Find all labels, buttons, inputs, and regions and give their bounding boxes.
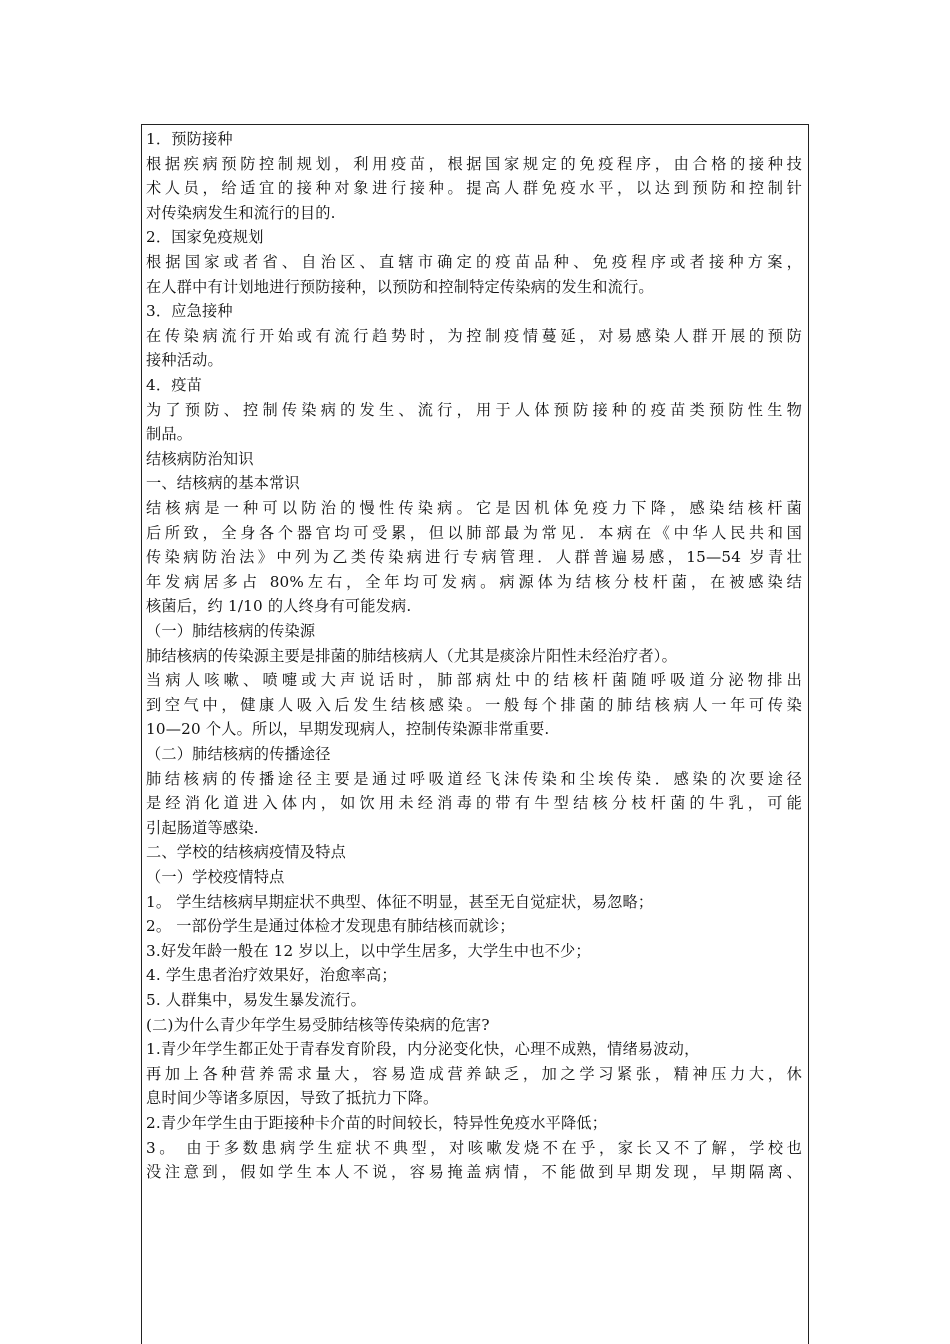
text-line: 后所致，全身各个器官均可受累，但以肺部最为常见．本病在《中华人民共和国 (146, 523, 802, 542)
text-line: 根据疾病预防控制规划，利用疫苗，根据国家规定的免疫程序，由合格的接种技 (146, 154, 802, 173)
text-line: 3。 由于多数患病学生症状不典型，对咳嗽发烧不在乎，家长又不了解，学校也 (146, 1138, 802, 1157)
text-line: 4．疫苗 (146, 376, 203, 394)
text-line: 3．应急接种 (146, 302, 233, 321)
text-line: 3.好发年龄一般在 12 岁以上，以中学生居多，大学生中也不少； (146, 941, 591, 960)
text-line: 结核病防治知识 (146, 449, 254, 468)
text-line: 在传染病流行开始或有流行趋势时，为控制疫情蔓延，对易感染人群开展的预防 (146, 326, 802, 345)
text-line: 是经消化道进入体内，如饮用未经消毒的带有牛型结核分枝杆菌的牛乳，可能 (146, 794, 802, 813)
text-line: 1。 学生结核病早期症状不典型、体征不明显，甚至无自觉症状，易忽略； (146, 892, 654, 911)
text-line: 5. 人群集中，易发生暴发流行。 (146, 991, 366, 1009)
text-line: 4. 学生患者治疗效果好，治愈率高； (146, 966, 397, 985)
text-line: 2.青少年学生由于距接种卡介苗的时间较长，特异性免疫水平降低； (146, 1114, 608, 1132)
text-line: 息时间少等诸多原因，导致了抵抗力下降。 (146, 1089, 439, 1108)
text-line: 结核病是一种可以防治的慢性传染病。它是因机体免疫力下降，感染结核杆菌 (146, 499, 802, 517)
text-line: 引起肠道等感染. (146, 818, 259, 837)
text-line: 再加上各种营养需求量大，容易造成营养缺乏，加之学习紧张，精神压力大，休 (146, 1064, 802, 1083)
text-line: 为了预防、控制传染病的发生、流行，用于人体预防接种的疫苗类预防性生物 (146, 400, 802, 419)
text-line: 2．国家免疫规划 (146, 228, 264, 247)
text-line: 根据国家或者省、自治区、直辖市确定的疫苗品种、免疫程序或者接种方案， (146, 253, 802, 271)
text-line: （二）肺结核病的传播途径 (146, 745, 331, 763)
text-line: 二、学校的结核病疫情及特点 (146, 843, 347, 862)
text-line: 接种活动。 (146, 351, 223, 370)
text-line: （一）肺结核病的传染源 (146, 622, 316, 640)
text-line: 2。 一部份学生是通过体检才发现患有肺结核而就诊； (146, 917, 515, 936)
text-line: 1．预防接种 (146, 130, 233, 148)
text-line: （一）学校疫情特点 (146, 868, 285, 886)
text-line: 到空气中，健康人吸入后发生结核感染。一般每个排菌的肺结核病人一年可传染 (146, 695, 802, 714)
text-line: 对传染病发生和流行的目的. (146, 203, 336, 222)
text-line: 1.青少年学生都正处于青春发育阶段，内分泌变化快，心理不成熟，情绪易波动， (146, 1040, 700, 1059)
text-line: 一、结核病的基本常识 (146, 474, 300, 493)
text-line: 10—20 个人。所以，早期发现病人，控制传染源非常重要. (146, 720, 550, 739)
text-line: 当病人咳嗽、喷嚏或大声说话时，肺部病灶中的结核杆菌随呼吸道分泌物排出 (146, 671, 802, 690)
text-line: 核菌后，约 1/10 的人终身有可能发病. (146, 597, 412, 616)
document-text-box (141, 124, 809, 1344)
text-line: 肺结核病的传播途径主要是通过呼吸道经飞沫传染和尘埃传染．感染的次要途径 (146, 769, 802, 788)
text-line: 制品。 (146, 425, 193, 444)
text-line: 没注意到，假如学生本人不说，容易掩盖病情，不能做到早期发现，早期隔离、 (146, 1163, 802, 1182)
text-line: 在人群中有计划地进行预防接种，以预防和控制特定传染病的发生和流行。 (146, 277, 654, 296)
text-line: 年发病居多占 80%左右，全年均可发病。病源体为结核分枝杆菌，在被感染结 (146, 572, 802, 591)
text-line: 肺结核病的传染源主要是排菌的肺结核病人（尤其是痰涂片阳性未经治疗者）。 (146, 646, 677, 665)
text-line: 传染病防治法》中列为乙类传染病进行专病管理．人群普遍易感，15—54 岁青壮 (146, 548, 802, 567)
text-line: 术人员，给适宜的接种对象进行接种。提高人群免疫水平，以达到预防和控制针 (146, 179, 802, 198)
text-line: (二)为什么青少年学生易受肺结核等传染病的危害? (146, 1015, 490, 1034)
